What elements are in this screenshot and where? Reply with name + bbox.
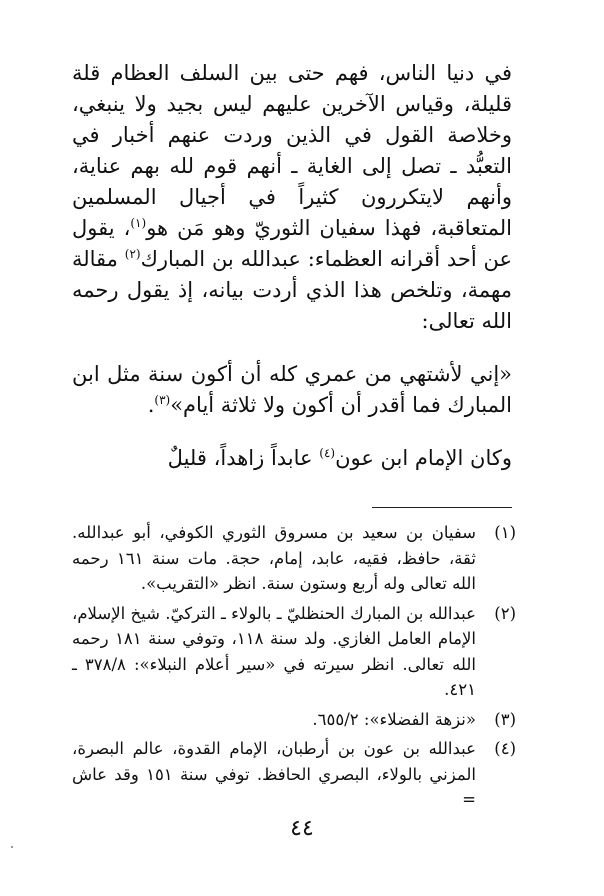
paragraph-3 <box>72 443 512 474</box>
paragraph-3-text: وكان الإمام ابن عون <box>335 446 512 470</box>
footnote-text: عبدالله بن عون بن أرطبان، الإمام القدوة، عالم البصرة، المزني بالولاء، البصري الحافظ. توفي سنة ١٥١ وقد عاش = <box>72 739 476 809</box>
footnote-item <box>72 520 516 597</box>
footnote-number: (٣) <box>494 709 516 729</box>
footnote-ref-2: (٢) <box>124 247 141 261</box>
footnote-text: «نزهة الفضلاء»: ٦٥٥/٢. <box>312 709 476 729</box>
scan-speck <box>11 846 13 848</box>
footnote-ref-4: (٤) <box>319 446 336 460</box>
footnote-ref-3: (٣) <box>154 393 171 407</box>
footnote-item <box>72 736 516 813</box>
footnote-number: (٤) <box>494 739 516 758</box>
footnote-number: (١) <box>494 523 516 542</box>
footnote-item <box>72 601 516 703</box>
quote-end: . <box>147 393 155 417</box>
footnote-number: (٢) <box>494 603 516 623</box>
footnote-ref-1: (١) <box>130 216 147 230</box>
paragraph-1-middle: ، يقول عن أحد أقرانه العظماء: عبدالله بن المبارك <box>72 216 513 271</box>
page-number: ٤٤ <box>290 816 314 841</box>
footnote-text: سفيان بن سعيد بن مسروق الثوري الكوفي، أبو عبدالله. ثقة، حافظ، فقيه، عابد، إمام، حجة. مات سنة ١٦١ رحمه الله تعالى وله أربع وستون سنة. انظر «التقريب». <box>72 523 476 593</box>
paragraph-1-end: مقالة مهمة، وتلخص هذا الذي أردت بيانه، إذ يقول رحمه الله تعالى: <box>72 247 512 333</box>
paragraph-3-end: عابداً زاهداً، قليلٌ <box>167 446 320 470</box>
paragraph-1-text: في دنيا الناس، فهم حتى بين السلف العظام قلة قليلة، وقياس الآخرين عليهم ليس بجيد ولا ينبغي، وخلاصة القول في الذين وردت عنهم أخبار في التعبُّد ـ تصل إلى الغاية ـ أنهم قوم لله بهم عناية، وأنهم لايتكررون كثيراً في أجيال المسلمين المتعاقبة، فهذا سفيان الثوريّ وهو مَن هو <box>72 61 513 240</box>
main-text <box>72 58 512 474</box>
footnote-item <box>72 707 516 733</box>
footnote-separator <box>372 507 512 508</box>
quote-paragraph <box>72 359 512 421</box>
quote-text: «إني لأشتهي من عمري كله أن أكون سنة مثل ابن المبارك فما أقدر أن أكون ولا ثلاثة أيام» <box>72 362 512 417</box>
paragraph-1 <box>72 58 512 337</box>
footnote-text: عبدالله بن المبارك الحنظليّ ـ بالولاء ـ التركيّ. شيخ الإسلام، الإمام العامل الغازي. ولد سنة ١١٨، وتوفي سنة ١٨١ رحمه الله تعالى. انظر سيرته في «سير أعلام النبلاء»: ٣٧٨/٨ ـ ٤٢١. <box>72 603 476 699</box>
footnotes <box>72 520 516 817</box>
